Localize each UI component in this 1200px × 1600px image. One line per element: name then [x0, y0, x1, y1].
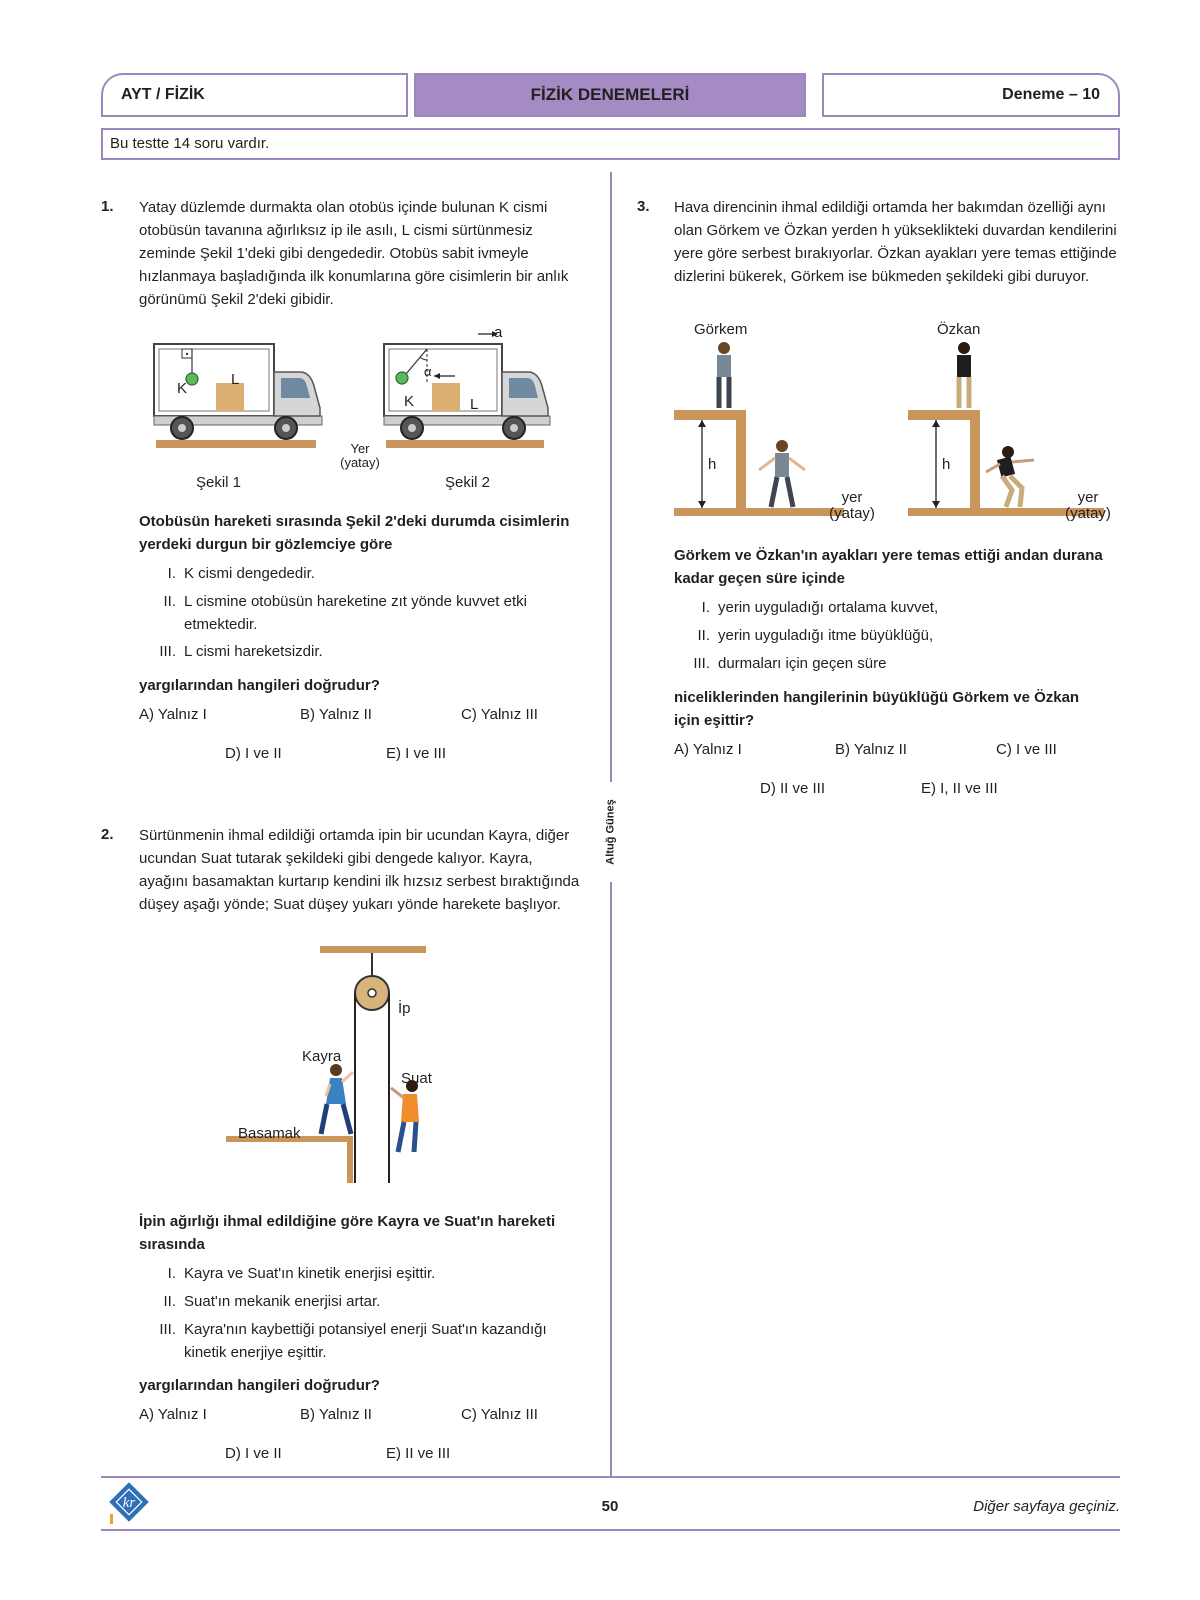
- q2-option-a[interactable]: A) Yalnız I: [139, 1406, 207, 1423]
- q3-question: niceliklerinden hangilerinin büyüklüğü Görkem ve Özkan için eşittir?: [674, 689, 1080, 729]
- q2-statement-2: [150, 1290, 580, 1313]
- q3-statement-3: [684, 652, 1114, 675]
- q1-option-b[interactable]: B) Yalnız II: [300, 706, 372, 723]
- q2-stem: İpin ağırlığı ihmal edildiğine göre Kayra ve Suat'ın hareketi sırasında: [139, 1213, 556, 1253]
- q1-label-k2: K: [404, 393, 415, 410]
- q3-statement-3-text: durmaları için geçen süre: [718, 655, 887, 672]
- q2-statement-1-text: Kayra ve Suat'ın kinetik enerjisi eşittir.: [184, 1265, 436, 1282]
- publisher-logo-text: kr: [122, 1495, 136, 1511]
- q2-option-e[interactable]: E) II ve III: [386, 1445, 451, 1462]
- q3-statement-3-num: III.: [693, 655, 710, 672]
- q2-option-b[interactable]: B) Yalnız II: [300, 1406, 372, 1423]
- footer-bottom-line: [101, 1529, 1120, 1531]
- q2-rope-label: İp: [398, 1000, 411, 1017]
- q1-label-alpha: α: [424, 364, 432, 379]
- q2-kayra-label: Kayra: [302, 1048, 342, 1065]
- ceiling: [320, 946, 426, 953]
- ground-1: [156, 440, 316, 448]
- q3-option-d[interactable]: D) II ve III: [760, 780, 826, 797]
- box-l-2: [432, 383, 460, 411]
- q2-number: 2.: [101, 826, 114, 843]
- q3-jump-figure: [672, 340, 1122, 520]
- page-number: 50: [601, 1498, 619, 1515]
- q3-statement-2-num: II.: [697, 627, 710, 644]
- ball-k-1: [186, 373, 198, 385]
- q1-text: Yatay düzlemde durmakta olan otobüs içinde bulunan K cismi otobüsün tavanına ağırlıksız ip ile asılı, L cismi sürtünmesiz zeminde Şekil 1'deki gibi dengededir. Otobüs sabit ivmeyle hızlanmaya başladığında ilk konumlarına göre cisimlerin bir anlık görünümü Şekil 2'deki gibidir.: [139, 199, 569, 308]
- q3-ozkan-label: Özkan: [937, 321, 981, 338]
- q2-statement-1: [150, 1262, 580, 1285]
- q3-ground-label-2: [1056, 490, 1120, 522]
- header-exam-number: Deneme – 10: [822, 73, 1120, 117]
- test-info: Bu testte 14 soru vardır.: [101, 128, 1120, 160]
- kayra-figure: [321, 1064, 353, 1134]
- q2-step-label: Basamak: [238, 1125, 301, 1142]
- ball-k-2: [396, 372, 408, 384]
- q2-pulley-figure: [226, 946, 436, 1184]
- q3-ground-1-bottom: (yatay): [829, 505, 875, 522]
- q2-statement-3-num: III.: [159, 1321, 176, 1338]
- publisher-logo-icon: [106, 1482, 152, 1528]
- q1-question: yargılarından hangileri doğrudur?: [139, 677, 380, 694]
- q3-statement-2: [684, 624, 1114, 647]
- q1-label-l2: L: [470, 396, 479, 413]
- q3-ground-1-top: yer: [841, 489, 863, 506]
- q3-statement-1-text: yerin uyguladığı ortalama kuvvet,: [718, 599, 939, 616]
- q1-option-e[interactable]: E) I ve III: [386, 745, 447, 762]
- q1-statement-2-text: L cismine otobüsün hareketine zıt yönde kuvvet etki etmektedir.: [184, 593, 527, 633]
- q1-statement-3-num: III.: [159, 643, 176, 660]
- q3-h-label-1: h: [708, 456, 717, 473]
- q1-label-k1: K: [177, 380, 188, 397]
- box-l-1: [216, 383, 244, 411]
- q1-fig2-caption: Şekil 2: [445, 474, 491, 491]
- q3-option-b[interactable]: B) Yalnız II: [835, 741, 907, 758]
- q1-ground-label: [330, 442, 390, 470]
- author-vertical: [597, 782, 625, 882]
- q2-option-c[interactable]: C) Yalnız III: [461, 1406, 538, 1423]
- footer-top-line: [101, 1476, 1120, 1478]
- next-page-note: Diğer sayfaya geçiniz.: [973, 1498, 1120, 1515]
- q2-statement-1-num: I.: [167, 1265, 176, 1282]
- q2-option-d[interactable]: D) I ve II: [225, 1445, 282, 1462]
- q3-ground-label-1: [820, 490, 884, 522]
- truck-2: [384, 331, 550, 439]
- scene-gorkem: [674, 342, 844, 516]
- q3-option-c[interactable]: C) I ve III: [996, 741, 1057, 758]
- q2-statement-3: [150, 1318, 560, 1364]
- q1-label-a: a: [494, 324, 503, 341]
- q1-ground-bottom: (yatay): [340, 455, 380, 470]
- q1-number: 1.: [101, 198, 114, 215]
- q1-statement-2-num: II.: [163, 593, 176, 610]
- q1-option-c[interactable]: C) Yalnız III: [461, 706, 538, 723]
- header-title: FİZİK DENEMELERİ: [414, 73, 806, 117]
- q2-statement-3-text: Kayra'nın kaybettiği potansiyel enerji Suat'ın kazandığı kinetik enerjiye eşittir.: [184, 1321, 547, 1361]
- q2-suat-label: Suat: [401, 1070, 432, 1087]
- q3-statement-2-text: yerin uyguladığı itme büyüklüğü,: [718, 627, 934, 644]
- q3-statement-1: [684, 596, 1114, 619]
- q2-statement-2-num: II.: [163, 1293, 176, 1310]
- ground-3a: [674, 508, 844, 516]
- q3-option-a[interactable]: A) Yalnız I: [674, 741, 742, 758]
- q1-ground-top: Yer: [350, 441, 370, 456]
- q1-statement-3-text: L cismi hareketsizdir.: [184, 643, 323, 660]
- q2-text: Sürtünmenin ihmal edildiği ortamda ipin bir ucundan Kayra, diğer ucundan Suat tutarak şekildeki gibi dengede kalıyor. Kayra, ayağını basamaktan kurtarıp kendini ilk hızsız serbest bıraktığında düşey aşağı yönde; Suat düşey yukarı yönde harekete başlıyor.: [139, 827, 580, 913]
- q1-label-l1: L: [231, 371, 240, 388]
- header-course-label: AYT / FİZİK: [101, 73, 408, 117]
- q3-ground-2-top: yer: [1077, 489, 1099, 506]
- author-name: Altuğ Güneş: [605, 799, 618, 865]
- q3-option-e[interactable]: E) I, II ve III: [921, 780, 998, 797]
- q2-question: yargılarından hangileri doğrudur?: [139, 1377, 380, 1394]
- q1-statement-2: [150, 590, 580, 636]
- q3-h-label-2: h: [942, 456, 951, 473]
- q1-statement-1-text: K cismi dengededir.: [184, 565, 315, 582]
- q1-fig1-caption: Şekil 1: [196, 474, 242, 491]
- q1-option-a[interactable]: A) Yalnız I: [139, 706, 207, 723]
- q2-statement-2-text: Suat'ın mekanik enerjisi artar.: [184, 1293, 381, 1310]
- q1-option-d[interactable]: D) I ve II: [225, 745, 282, 762]
- ground-2: [386, 440, 544, 448]
- q3-stem: Görkem ve Özkan'ın ayakları yere temas ettiği andan durana kadar geçen süre içinde: [674, 547, 1103, 587]
- q1-statement-3: [150, 640, 570, 663]
- q1-stem: Otobüsün hareketi sırasında Şekil 2'deki durumda cisimlerin yerdeki durgun bir gözlemciye göre: [139, 513, 570, 553]
- q1-statement-1: [150, 562, 570, 585]
- suat-figure: [391, 1080, 419, 1152]
- step: [226, 1136, 353, 1183]
- q3-gorkem-label: Görkem: [694, 321, 748, 338]
- q3-number: 3.: [637, 198, 650, 215]
- q3-ground-2-bottom: (yatay): [1065, 505, 1111, 522]
- q1-statement-1-num: I.: [167, 565, 176, 582]
- q3-text: Hava direncinin ihmal edildiği ortamda her bakımdan özelliği aynı olan Görkem ve Özkan yerden h yükseklikteki duvardan kendilerini yere göre serbest bırakıyorlar. Özkan ayakları yere temas ettiğinde dizlerini bükerek, Görkem ise bükmeden şekildeki gibi duruyor.: [674, 199, 1117, 285]
- q3-statement-1-num: I.: [701, 599, 710, 616]
